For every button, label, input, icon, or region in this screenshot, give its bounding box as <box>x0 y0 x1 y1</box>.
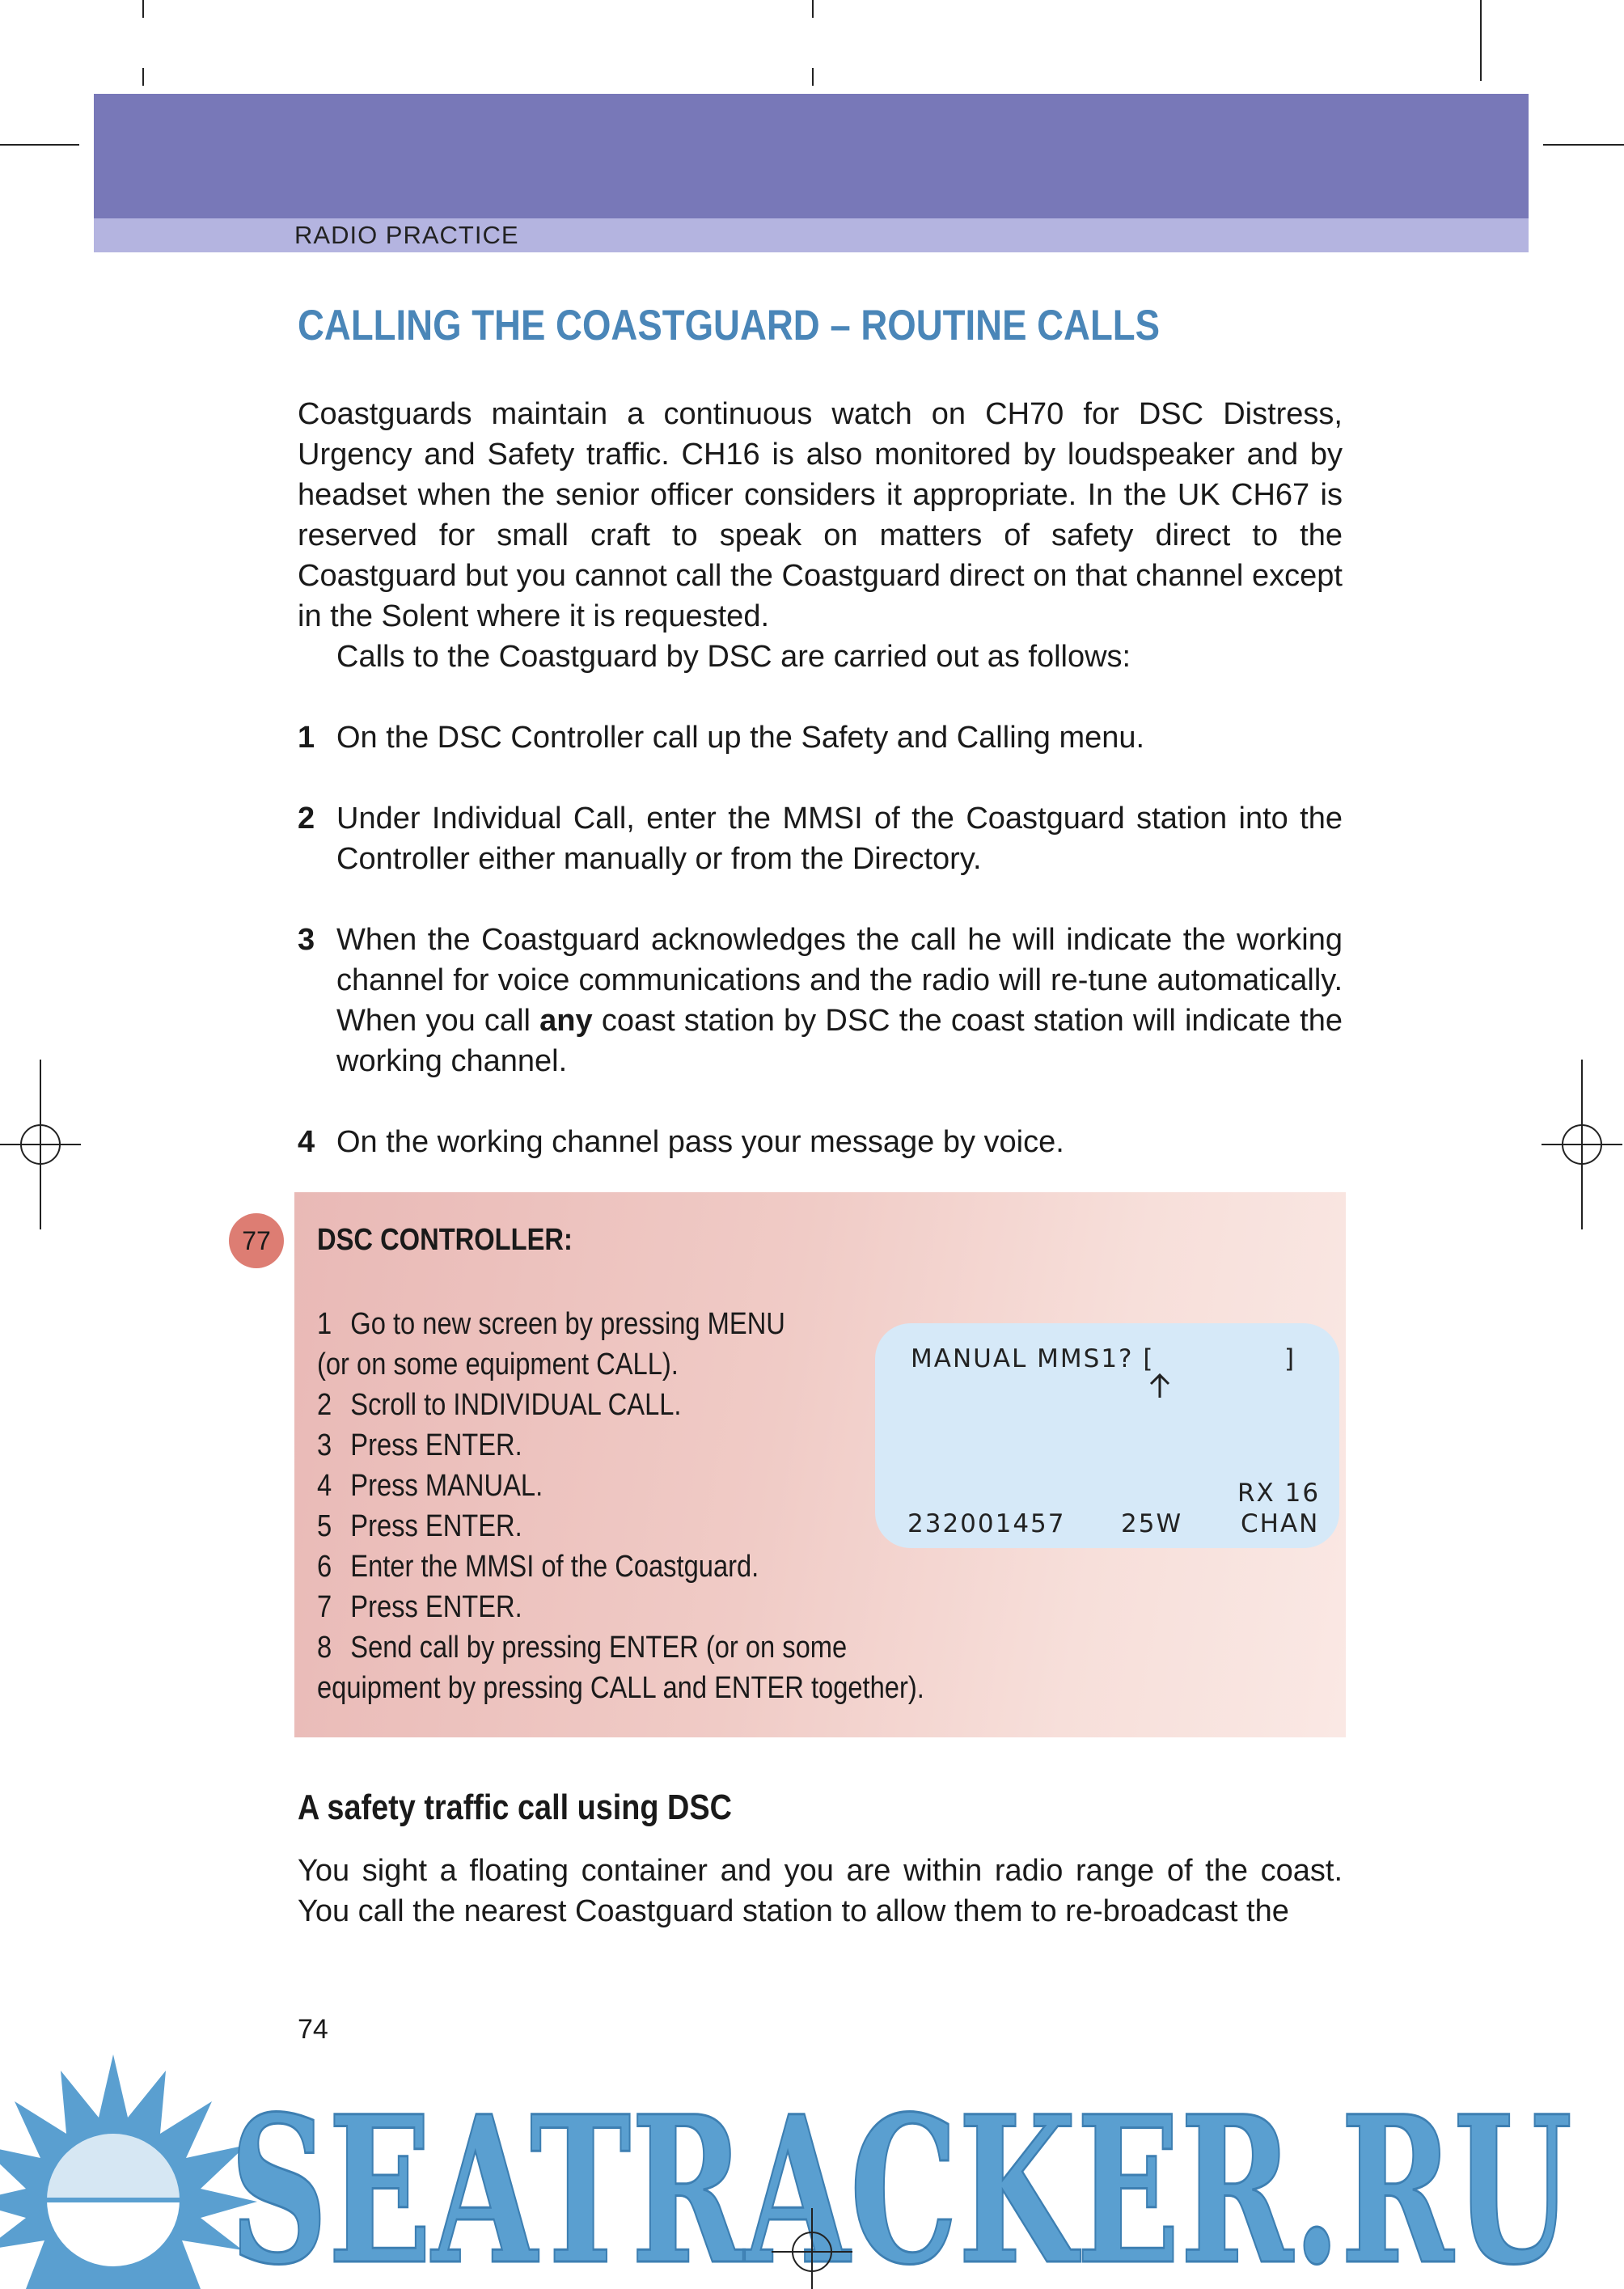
crop-mark <box>812 68 814 86</box>
list-item <box>298 717 1343 758</box>
step-number: 4 <box>298 1125 315 1159</box>
crop-mark <box>1480 0 1482 81</box>
section-subheading: A safety traffic call using DSC <box>298 1788 732 1827</box>
dsc-screen <box>875 1323 1339 1548</box>
list-item <box>298 1122 1343 1162</box>
screen-rx: RX 16 <box>1237 1479 1321 1508</box>
step-number: 3 <box>298 923 315 957</box>
page-number: 74 <box>298 2014 328 2045</box>
list-item <box>298 920 1343 1081</box>
crop-mark <box>142 0 144 18</box>
list-item: 3 Press ENTER. <box>317 1428 522 1462</box>
crop-mark <box>142 68 144 86</box>
registration-mark-left <box>0 1060 89 1229</box>
step-number: 2 <box>298 802 315 836</box>
list-item: 6 Enter the MMSI of the Coastguard. <box>317 1550 759 1584</box>
list-item: 8 Send call by pressing ENTER (or on some <box>317 1631 848 1665</box>
crop-mark <box>1543 144 1624 146</box>
crop-mark <box>812 0 814 18</box>
list-item: 2 Scroll to INDIVIDUAL CALL. <box>317 1388 682 1422</box>
section-label: RADIO PRACTICE <box>294 221 519 249</box>
screen-mmsi: 232001457 <box>907 1509 1066 1538</box>
list-item-continued: (or on some equipment CALL). <box>317 1348 679 1381</box>
screen-power: 25W <box>1121 1509 1183 1538</box>
watermark <box>0 2038 1624 2289</box>
crop-mark <box>0 144 79 146</box>
list-item: 5 Press ENTER. <box>317 1509 522 1543</box>
figure-badge: 77 <box>229 1213 284 1268</box>
step-text: When the Coastguard acknowledges the call he will indicate the working channel for voice communications and the radio will re-tune automatically. When you call any coast station by DSC the coast station will indicate the working channel. <box>336 923 1343 1078</box>
emphasis: any <box>539 1004 593 1038</box>
safety-paragraph: You sight a floating container and you are within radio range of the coast. You call the nearest Coastguard station to allow them to re-broadcast the <box>298 1854 1343 1928</box>
header-band <box>94 94 1529 218</box>
cursor-arrow-icon <box>1148 1372 1171 1399</box>
step-text: Under Individual Call, enter the MMSI of the Coastguard station into the Controller either manually or from the Directory. <box>336 802 1343 876</box>
step-text: On the DSC Controller call up the Safety and Calling menu. <box>336 721 1145 755</box>
list-item: 7 Press ENTER. <box>317 1590 522 1624</box>
intro-followup: Calls to the Coastguard by DSC are carried out as follows: <box>336 640 1131 674</box>
step-number: 1 <box>298 721 315 755</box>
dsc-box-title: DSC CONTROLLER: <box>317 1223 573 1257</box>
intro-paragraph: Coastguards maintain a continuous watch on CH70 for DSC Distress, Urgency and Safety traffic. CH16 is also monitored by loudspeaker and by headset when the senior officer considers it appropriate. In the UK CH67 is reserved for small craft to speak on matters of safety direct to the Coastguard but you cannot call the Coastguard direct on that channel except in the Solent where it is requested. <box>298 397 1343 633</box>
registration-mark-right <box>1537 1060 1624 1229</box>
list-item: 1 Go to new screen by pressing MENU <box>317 1307 785 1341</box>
page-title: CALLING THE COASTGUARD – ROUTINE CALLS <box>298 302 1161 349</box>
screen-prompt: MANUAL MMS1? [ <box>911 1344 1155 1373</box>
list-item <box>298 798 1343 879</box>
step-text: On the working channel pass your message by voice. <box>336 1125 1064 1159</box>
list-item-continued: equipment by pressing CALL and ENTER together). <box>317 1671 924 1705</box>
screen-chan: CHAN <box>1241 1509 1320 1538</box>
screen-prompt-close: ] <box>1284 1344 1296 1373</box>
sun-logo-icon <box>0 2054 257 2289</box>
list-item: 4 Press MANUAL. <box>317 1469 543 1503</box>
watermark-text: SEATRACKER.RU <box>230 2071 1572 2289</box>
